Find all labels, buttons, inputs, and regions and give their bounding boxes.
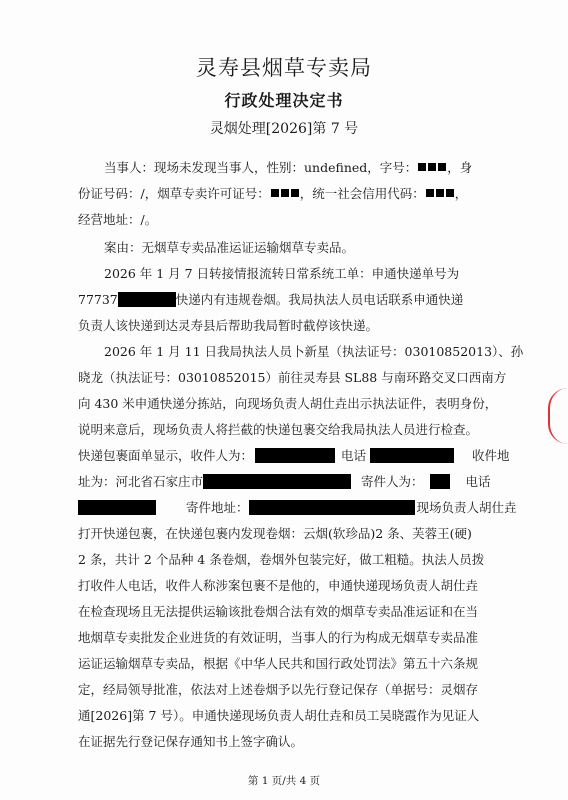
- redacted-block: [370, 448, 454, 463]
- p5-line-3: [78, 500, 517, 516]
- p5-text: 现场负责人胡仕垚: [416, 500, 517, 515]
- p5-line-9: 运证运输烟草专卖品，根据《中华人民共和国行政处罚法》第五十六条规: [78, 656, 479, 671]
- p5-line-10: 定，经局领导批准，依法对上述卷烟予以先行登记保存（单据号：灵烟存: [78, 682, 479, 697]
- redacted-block: [78, 500, 156, 515]
- seal-edge-icon: [548, 388, 568, 444]
- party-text: ，: [454, 186, 468, 201]
- p5-line-2: [78, 474, 491, 490]
- redacted-block: [255, 448, 335, 463]
- p3-line-1: 2026 年 1 月 7 日转接情报流转日常系统工单：申通快递单号为: [104, 266, 460, 281]
- document-number: 灵烟处理[2026]第 7 号: [209, 121, 359, 137]
- p3-text: 快递内有违规卷烟。我局执法人员电话联系申通快递: [175, 292, 464, 307]
- p4-line-1: 2026 年 1 月 11 日我局执法人员卜新星（执法证号：03010852013）、孙: [104, 344, 524, 359]
- p5-text: 寄件人为：: [361, 474, 424, 489]
- p5-line-7: 在检查现场且无法提供运输该批卷烟合法有效的烟草专卖品准运证和在当: [78, 604, 479, 619]
- p5-line-12: 在证据先行登记保存通知书上签字确认。: [78, 734, 304, 749]
- redacted-mark: [436, 189, 444, 197]
- p5-line-4: 打开快递包裹，在快递包裹内发现卷烟：云烟(软珍品)2 条、芙蓉王(硬): [78, 526, 472, 541]
- tracking-number-prefix: 77737: [78, 292, 118, 307]
- party-line-1: [104, 160, 472, 176]
- redacted-block: [203, 474, 351, 489]
- party-line-3: 经营地址：/。: [78, 212, 158, 227]
- p5-text: 电话: [341, 448, 367, 463]
- p5-line-5: 2 条，共计 2 个品种 4 条卷烟，卷烟外包装完好，做工粗糙。执法人员拨: [78, 552, 485, 567]
- redacted-mark: [446, 189, 454, 197]
- party-text: 份证号码：/，烟草专卖许可证号：: [78, 186, 270, 201]
- p4-line-3: 向 430 米申通快递分拣站，向现场负责人胡仕垚出示执法证件，表明身份，: [78, 396, 498, 411]
- redacted-block: [249, 500, 415, 515]
- redacted-mark: [428, 163, 436, 171]
- case-cause: 案由：无烟草专卖品准运证运输烟草专卖品。: [104, 240, 355, 255]
- p4-line-2: 晓龙（执法证号：03010852015）前往灵寿县 SL88 与南环路交叉口西南方: [78, 370, 507, 385]
- page-number: 第 1 页/共 4 页: [247, 775, 321, 787]
- party-text: ，身: [447, 160, 473, 175]
- p5-line-8: 地烟草专卖批发企业进货的有效证明，当事人的行为构成无烟草专卖品准: [78, 630, 479, 645]
- document-title: 行政处理决定书: [224, 91, 344, 110]
- p5-text: 快递包裹面单显示，收件人为：: [78, 448, 254, 463]
- redacted-block: [430, 474, 450, 489]
- p3-line-2: [78, 292, 463, 308]
- p5-line-11: 通[2026]第 7 号）。申通快递现场负责人胡仕垚和员工吴晓霞作为见证人: [78, 708, 480, 723]
- p4-line-4: 说明来意后，现场负责人将拦截的快递包裹交给我局执法人员进行检查。: [78, 422, 479, 437]
- p5-line-1: [78, 448, 510, 464]
- p5-text: 寄件地址：: [186, 500, 249, 515]
- redacted-mark: [281, 189, 289, 197]
- redacted-mark: [271, 189, 279, 197]
- p5-text: 址为：河北省石家庄市: [78, 474, 204, 489]
- redacted-mark: [438, 163, 446, 171]
- redacted-mark: [426, 189, 434, 197]
- p5-text: 电话: [465, 474, 491, 489]
- party-line-2: [78, 186, 467, 202]
- agency-title: 灵寿县烟草专卖局: [196, 56, 372, 80]
- party-text: ，统一社会信用代码：: [299, 186, 425, 201]
- redacted-mark: [291, 189, 299, 197]
- p5-line-6: 打收件人电话，收件人称涉案包裹不是他的，申通快递现场负责人胡仕垚: [78, 578, 479, 593]
- redacted-mark: [418, 163, 426, 171]
- redacted-block: [118, 292, 176, 307]
- p5-text: 收件地: [472, 448, 510, 463]
- p3-line-3: 负责人该快递到达灵寿县后帮助我局暂时截停该快递。: [78, 318, 379, 333]
- party-text: 当事人：现场未发现当事人，性别：undefined，字号：: [104, 160, 418, 175]
